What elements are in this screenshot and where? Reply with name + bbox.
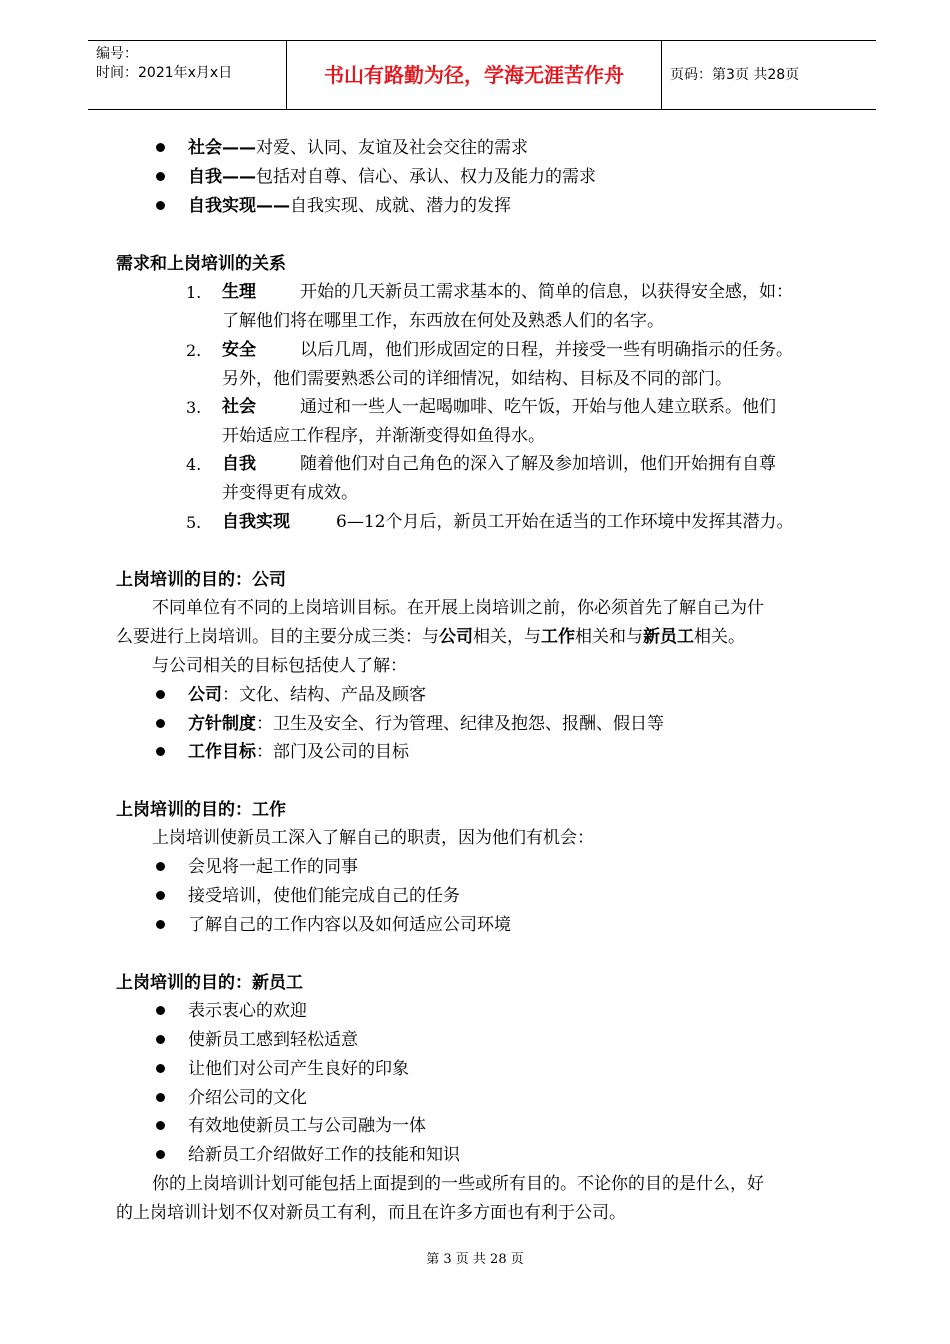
list-item: 公司：文化、结构、产品及顾客 xyxy=(188,685,426,705)
list-number: 3. xyxy=(186,398,202,417)
list-item: 让他们对公司产生良好的印象 xyxy=(188,1059,409,1079)
bullet-icon xyxy=(156,1093,165,1102)
header-meta xyxy=(88,41,286,109)
page-header xyxy=(88,40,876,110)
item-text: 开始适应工作程序，并渐渐变得如鱼得水。 xyxy=(222,426,545,446)
list-number: 4. xyxy=(186,455,202,474)
list-item: 社会——对爱、认同、友谊及社会交往的需求 xyxy=(188,138,528,158)
list-item: 接受培训，使他们能完成自己的任务 xyxy=(188,886,460,906)
header-page-number: 页码：第3页 共28页 xyxy=(670,67,800,83)
list-number: 1. xyxy=(186,283,202,302)
bullet-icon xyxy=(156,1064,165,1073)
bullet-icon xyxy=(156,1150,165,1159)
paragraph-line: 的上岗培训计划不仅对新员工有利，而且在许多方面也有利于公司。 xyxy=(116,1203,626,1223)
paragraph-line: 不同单位有不同的上岗培训目标。在开展上岗培训之前，你必须首先了解自己为什 xyxy=(152,598,764,618)
header-motto: 书山有路勤为径，学海无涯苦作舟 xyxy=(286,41,662,109)
item-text: 6—12个月后，新员工开始在适当的工作环境中发挥其潜力。 xyxy=(336,512,794,532)
item-text: 开始的几天新员工需求基本的、简单的信息，以获得安全感，如： xyxy=(300,282,793,302)
header-number: 编号： xyxy=(96,46,138,62)
bullet-icon xyxy=(156,719,165,728)
item-label: 自我 xyxy=(222,454,256,474)
section-heading: 需求和上岗培训的关系 xyxy=(116,254,286,274)
paragraph-line: 上岗培训使新员工深入了解自己的职责，因为他们有机会： xyxy=(152,828,594,848)
bullet-icon xyxy=(156,862,165,871)
list-item: 有效地使新员工与公司融为一体 xyxy=(188,1116,426,1136)
list-item: 自我——包括对自尊、信心、承认、权力及能力的需求 xyxy=(188,167,596,187)
bullet-icon xyxy=(156,1035,165,1044)
bullet-icon xyxy=(156,690,165,699)
item-text: 以后几周，他们形成固定的日程，并接受一些有明确指示的任务。 xyxy=(300,340,793,360)
bullet-icon xyxy=(156,747,165,756)
bullet-icon xyxy=(156,201,165,210)
item-label: 生理 xyxy=(222,282,256,302)
item-label: 安全 xyxy=(222,340,256,360)
bullet-icon xyxy=(156,920,165,929)
bullet-icon xyxy=(156,1006,165,1015)
paragraph-line: 与公司相关的目标包括使人了解： xyxy=(152,656,407,676)
item-text: 了解他们将在哪里工作，东西放在何处及熟悉人们的名字。 xyxy=(222,311,664,331)
item-text: 随着他们对自己角色的深入了解及参加培训，他们开始拥有自尊 xyxy=(300,454,776,474)
bullet-icon xyxy=(156,1121,165,1130)
list-number: 2. xyxy=(186,341,202,360)
list-item: 工作目标：部门及公司的目标 xyxy=(188,742,409,762)
item-label: 自我实现 xyxy=(222,512,290,532)
item-label: 社会 xyxy=(222,397,256,417)
page-footer: 第 3 页 共 28 页 xyxy=(426,1252,524,1267)
item-text: 通过和一些人一起喝咖啡、吃午饭，开始与他人建立联系。他们 xyxy=(300,397,776,417)
list-item: 表示衷心的欢迎 xyxy=(188,1001,307,1021)
bullet-icon xyxy=(156,143,165,152)
list-item: 使新员工感到轻松适意 xyxy=(188,1030,358,1050)
bullet-icon xyxy=(156,172,165,181)
section-heading: 上岗培训的目的：公司 xyxy=(116,570,286,590)
list-item: 方针制度：卫生及安全、行为管理、纪律及抱怨、报酬、假日等 xyxy=(188,714,664,734)
bullet-icon xyxy=(156,891,165,900)
list-item: 给新员工介绍做好工作的技能和知识 xyxy=(188,1145,460,1165)
section-heading: 上岗培训的目的：工作 xyxy=(116,800,286,820)
item-text: 并变得更有成效。 xyxy=(222,483,358,503)
list-item: 自我实现——自我实现、成就、潜力的发挥 xyxy=(188,196,511,216)
paragraph-line: 你的上岗培训计划可能包括上面提到的一些或所有目的。不论你的目的是什么，好 xyxy=(152,1174,764,1194)
list-item: 了解自己的工作内容以及如何适应公司环境 xyxy=(188,915,511,935)
section-heading: 上岗培训的目的：新员工 xyxy=(116,973,303,993)
paragraph-line: 么要进行上岗培训。目的主要分成三类：与公司相关，与工作相关和与新员工相关。 xyxy=(116,627,745,647)
list-item: 会见将一起工作的同事 xyxy=(188,857,358,877)
list-number: 5. xyxy=(186,513,202,532)
list-item: 介绍公司的文化 xyxy=(188,1088,307,1108)
item-text: 另外，他们需要熟悉公司的详细情况，如结构、目标及不同的部门。 xyxy=(222,369,732,389)
header-date: 时间：2021年x月x日 xyxy=(96,65,233,81)
